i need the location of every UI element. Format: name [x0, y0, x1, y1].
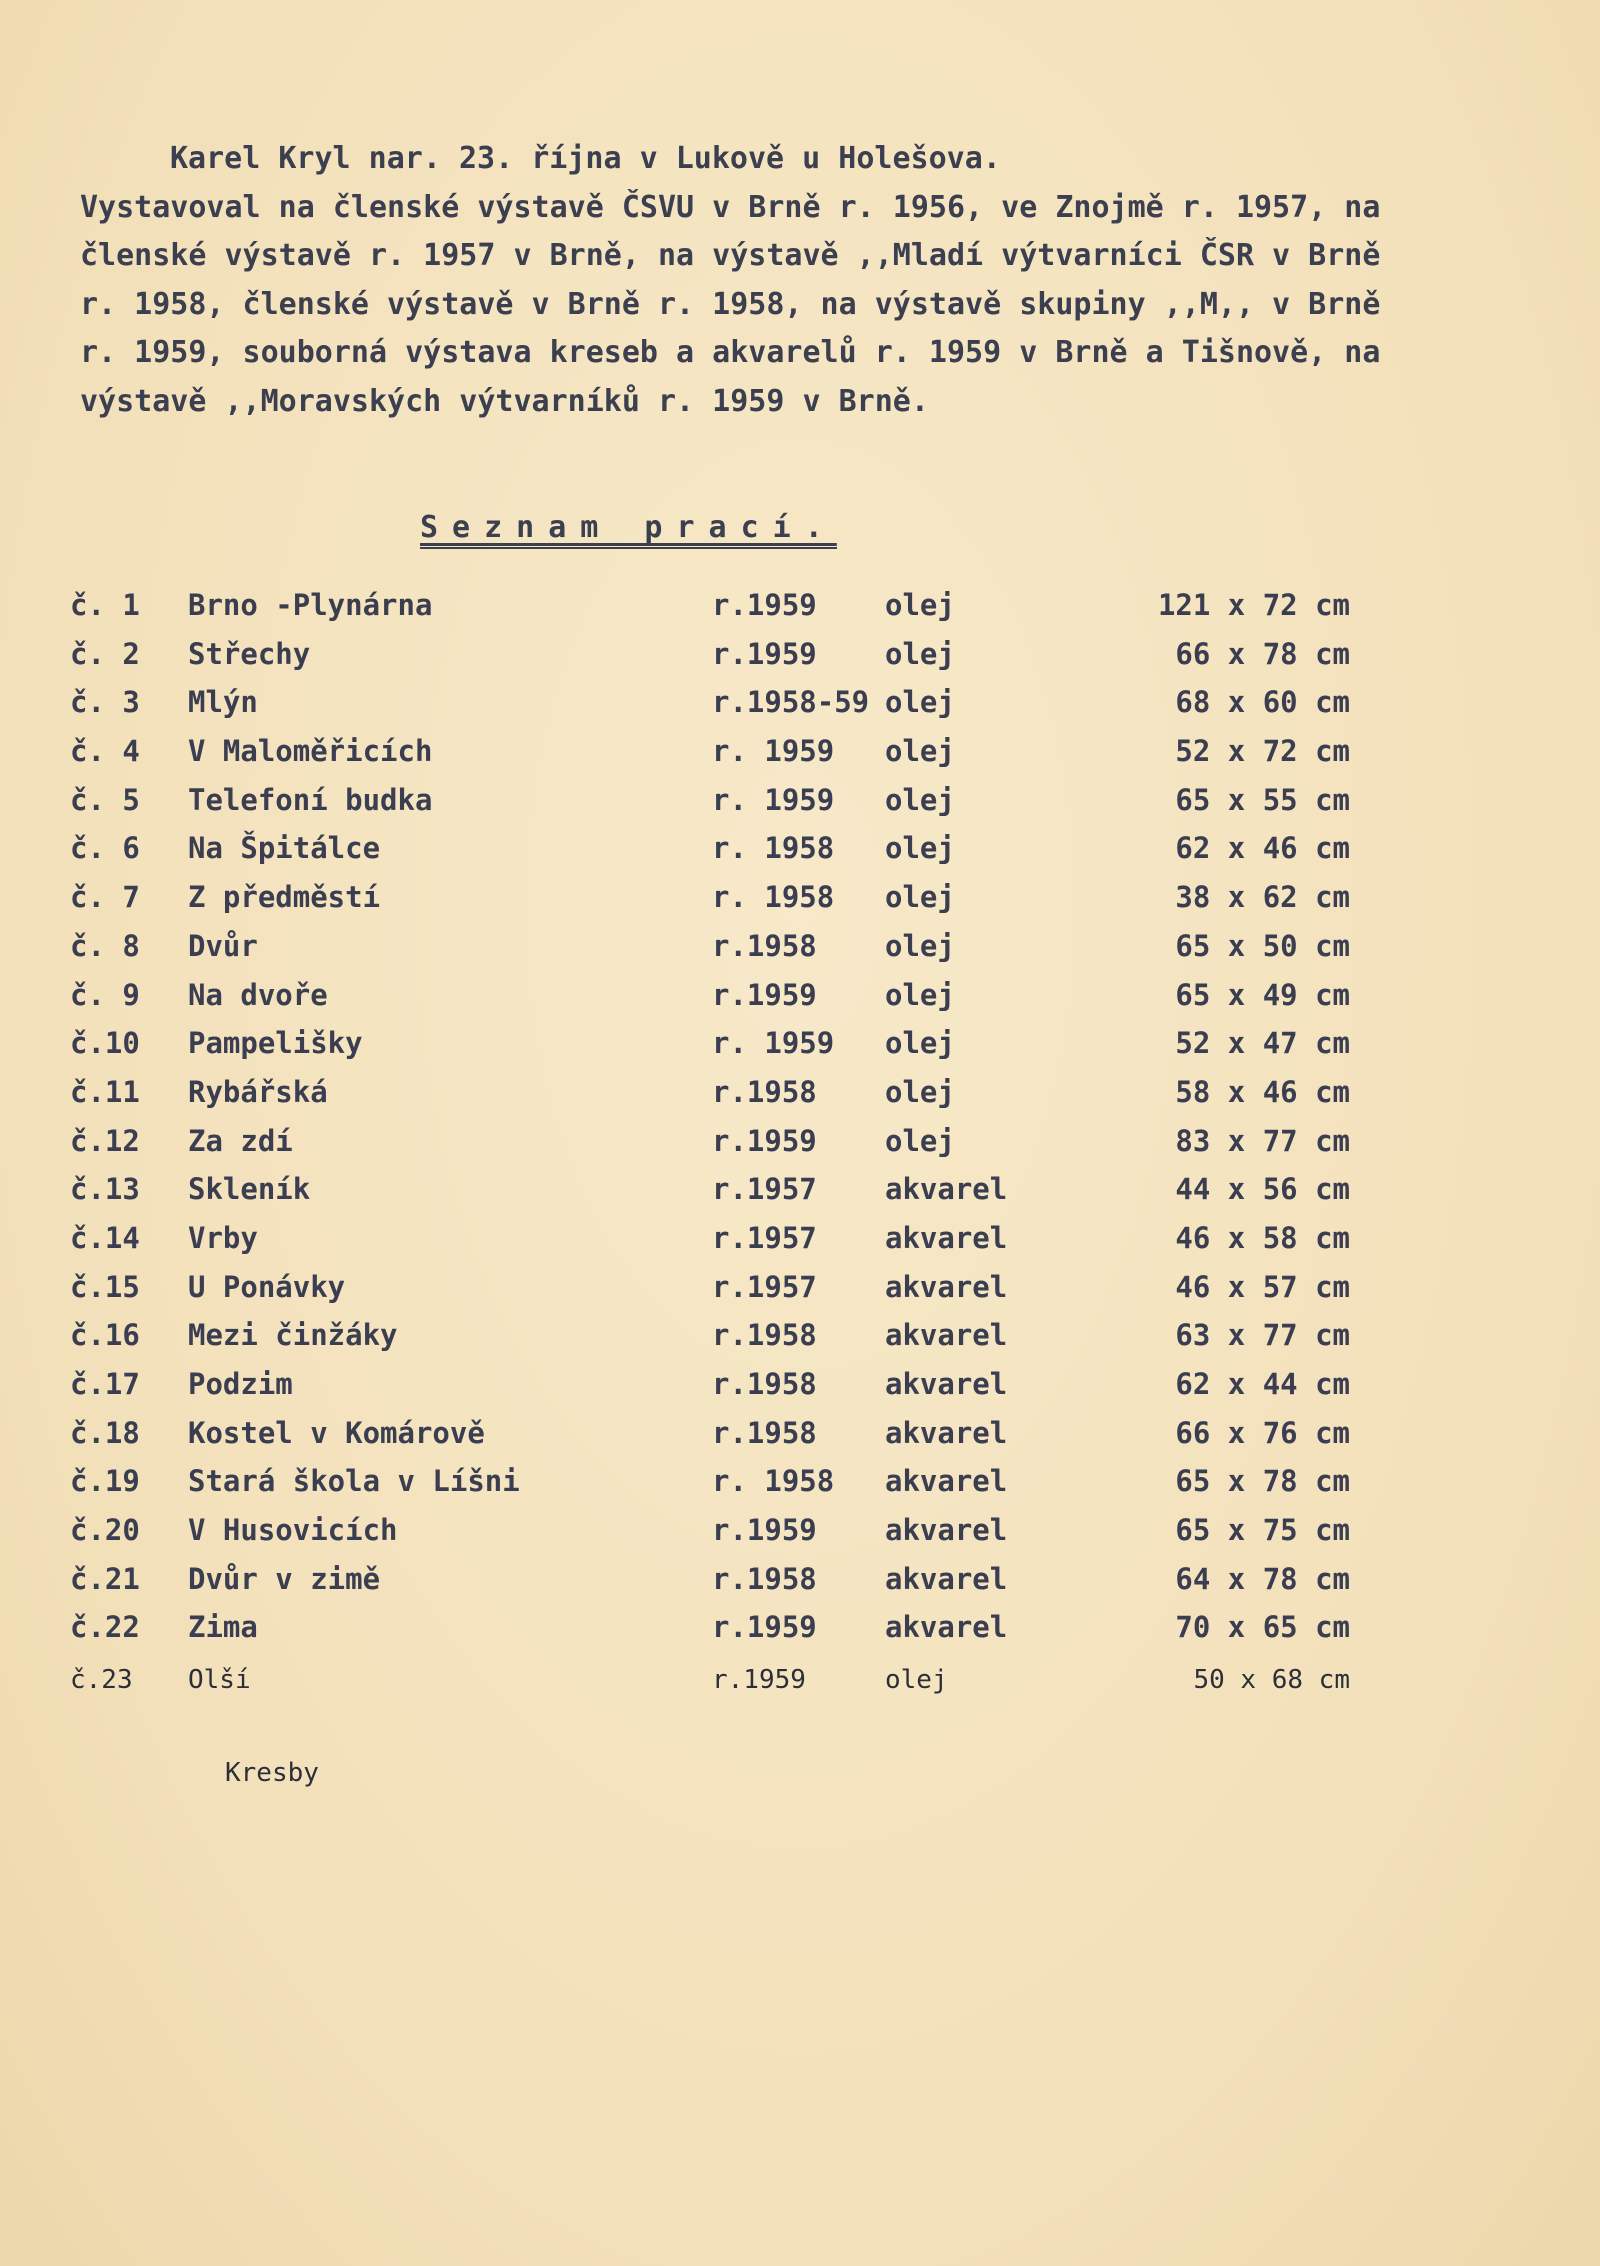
work-year: r. 1958 [712, 831, 835, 866]
work-year: r.1959 [712, 977, 817, 1012]
work-size: 64 x 78 cm [1175, 1561, 1350, 1596]
work-year: r.1958 [712, 1561, 817, 1596]
work-technique: olej [885, 588, 955, 622]
work-number: č.11 [70, 1074, 140, 1109]
work-size: 121 x 72 cm [1157, 588, 1350, 622]
table-row [70, 637, 1370, 686]
work-year: r.1958 [712, 1074, 817, 1109]
work-title: Skleník [188, 1172, 311, 1207]
work-size: 38 x 62 cm [1175, 880, 1350, 915]
work-size: 52 x 72 cm [1175, 734, 1350, 769]
work-technique: olej [885, 1665, 948, 1696]
work-year: r.1958-59 [712, 685, 870, 720]
work-technique: olej [885, 831, 955, 866]
work-number: č. 6 [70, 831, 140, 866]
work-size: 65 x 49 cm [1175, 977, 1350, 1012]
table-row [70, 1416, 1370, 1465]
intro-line: členské výstavě r. 1957 v Brně, na výstavě ,,Mladí výtvarníci ČSR v Brně [80, 238, 1381, 273]
work-title: V Husovicích [188, 1513, 398, 1548]
work-title: Z předměstí [188, 880, 381, 915]
work-title: Rybářská [188, 1074, 328, 1109]
work-size: 66 x 78 cm [1175, 636, 1350, 671]
work-number: č.19 [70, 1464, 140, 1499]
table-row [70, 1172, 1370, 1221]
table-row [70, 1610, 1370, 1659]
intro-paragraph [80, 135, 1500, 426]
work-technique: akvarel [885, 1269, 1008, 1304]
work-number: č. 1 [70, 588, 140, 622]
work-year: r. 1958 [712, 880, 835, 915]
table-row [70, 1367, 1370, 1416]
work-technique: olej [885, 782, 955, 817]
table-row [70, 1124, 1370, 1173]
work-number: č.21 [70, 1561, 140, 1596]
work-technique: olej [885, 734, 955, 769]
work-technique: olej [885, 685, 955, 720]
table-row [70, 831, 1370, 880]
table-row [70, 1221, 1370, 1270]
work-year: r.1959 [712, 1665, 806, 1696]
table-row [70, 1318, 1370, 1367]
work-number: č. 2 [70, 636, 140, 671]
work-size: 44 x 56 cm [1175, 1172, 1350, 1207]
work-size: 65 x 78 cm [1175, 1464, 1350, 1499]
work-year: r.1957 [712, 1269, 817, 1304]
work-size: 66 x 76 cm [1175, 1415, 1350, 1450]
table-row [70, 1464, 1370, 1513]
work-title: Pampelišky [188, 1026, 363, 1061]
work-title: Zima [188, 1610, 258, 1645]
work-size: 52 x 47 cm [1175, 1026, 1350, 1061]
work-technique: akvarel [885, 1561, 1008, 1596]
work-technique: akvarel [885, 1220, 1008, 1255]
table-row [70, 588, 1370, 637]
work-year: r.1958 [712, 1318, 817, 1353]
work-technique: olej [885, 880, 955, 915]
intro-line: výstavě ,,Moravských výtvarníků r. 1959 v Brně. [80, 383, 929, 419]
work-title: Za zdí [188, 1123, 293, 1158]
table-row [70, 1665, 1370, 1714]
table-row [70, 929, 1370, 978]
work-number: č.15 [70, 1269, 140, 1304]
work-number: č.16 [70, 1318, 140, 1353]
table-row [70, 880, 1370, 929]
work-year: r.1958 [712, 928, 817, 963]
work-technique: olej [885, 928, 955, 963]
work-size: 62 x 46 cm [1175, 831, 1350, 866]
work-size: 70 x 65 cm [1175, 1610, 1350, 1645]
work-year: r.1959 [712, 588, 817, 622]
work-year: r.1957 [712, 1220, 817, 1255]
table-row [70, 1026, 1370, 1075]
work-technique: akvarel [885, 1464, 1008, 1499]
work-technique: olej [885, 1026, 955, 1061]
work-title: Střechy [188, 636, 311, 671]
work-number: č.12 [70, 1123, 140, 1158]
intro-line: Karel Kryl nar. 23. října v Lukově u Holešova. [170, 141, 1001, 176]
work-year: r. 1958 [712, 1464, 835, 1499]
work-number: č.10 [70, 1026, 140, 1061]
work-title: Na Špitálce [188, 831, 381, 866]
work-technique: akvarel [885, 1318, 1008, 1353]
work-year: r. 1959 [712, 1026, 835, 1061]
work-title: V Maloměřicích [188, 734, 433, 769]
work-title: Dvůr [188, 928, 258, 963]
work-size: 58 x 46 cm [1175, 1074, 1350, 1109]
work-year: r.1959 [712, 1610, 817, 1645]
work-title: U Ponávky [188, 1269, 346, 1304]
work-technique: olej [885, 636, 955, 671]
work-title: Podzim [188, 1367, 293, 1401]
work-size: 65 x 50 cm [1175, 928, 1350, 963]
work-title: Stará škola v Líšni [188, 1464, 520, 1499]
intro-line: r. 1958, členské výstavě v Brně r. 1958, na výstavě skupiny ,,M,, v Brně [80, 286, 1381, 322]
work-year: r.1959 [712, 1123, 817, 1158]
work-size: 46 x 58 cm [1175, 1220, 1350, 1255]
work-technique: olej [885, 1123, 955, 1158]
work-size: 63 x 77 cm [1175, 1318, 1350, 1353]
work-number: č. 9 [70, 977, 140, 1012]
footer-label: Kresby [225, 1758, 319, 1788]
work-title: Brno -Plynárna [188, 588, 433, 622]
work-technique: olej [885, 977, 955, 1012]
work-title: Mlýn [188, 685, 258, 720]
work-number: č.23 [70, 1665, 133, 1696]
work-technique: akvarel [885, 1367, 1008, 1401]
list-heading: Seznam prací. [420, 510, 837, 549]
work-number: č.14 [70, 1220, 140, 1255]
work-title: Mezi činžáky [188, 1318, 398, 1353]
work-title: Dvůr v zimě [188, 1561, 381, 1596]
work-size: 65 x 75 cm [1175, 1513, 1350, 1548]
table-row [70, 783, 1370, 832]
work-year: r.1958 [712, 1367, 817, 1401]
table-row [70, 1270, 1370, 1319]
table-row [70, 734, 1370, 783]
work-number: č. 7 [70, 880, 140, 915]
work-number: č.13 [70, 1172, 140, 1207]
work-number: č. 3 [70, 685, 140, 720]
work-size: 50 x 68 cm [1193, 1665, 1350, 1696]
work-technique: akvarel [885, 1172, 1008, 1207]
work-year: r.1958 [712, 1415, 817, 1450]
intro-line: Vystavoval na členské výstavě ČSVU v Brně r. 1956, ve Znojmě r. 1957, na [80, 189, 1381, 225]
work-title: Vrby [188, 1220, 258, 1255]
work-number: č. 5 [70, 782, 140, 817]
work-number: č. 8 [70, 928, 140, 963]
work-number: č. 4 [70, 734, 140, 769]
work-size: 68 x 60 cm [1175, 685, 1350, 720]
work-number: č.18 [70, 1415, 140, 1450]
work-size: 62 x 44 cm [1175, 1367, 1350, 1401]
table-row [70, 978, 1370, 1027]
work-year: r.1959 [712, 636, 817, 671]
table-row [70, 1075, 1370, 1124]
work-title: Olší [188, 1665, 251, 1696]
work-number: č.22 [70, 1610, 140, 1645]
work-year: r. 1959 [712, 782, 835, 817]
table-row [70, 1562, 1370, 1611]
work-year: r.1957 [712, 1172, 817, 1207]
work-technique: akvarel [885, 1415, 1008, 1450]
work-size: 65 x 55 cm [1175, 782, 1350, 817]
works-list [70, 588, 1370, 1714]
work-title: Telefoní budka [188, 782, 433, 817]
work-technique: akvarel [885, 1610, 1008, 1645]
work-technique: olej [885, 1074, 955, 1109]
work-title: Kostel v Komárově [188, 1415, 485, 1450]
work-number: č.20 [70, 1513, 140, 1548]
work-number: č.17 [70, 1367, 140, 1401]
work-size: 46 x 57 cm [1175, 1269, 1350, 1304]
work-technique: akvarel [885, 1513, 1008, 1548]
intro-line: r. 1959, souborná výstava kreseb a akvarelů r. 1959 v Brně a Tišnově, na [80, 335, 1381, 370]
table-row [70, 1513, 1370, 1562]
work-year: r.1959 [712, 1513, 817, 1548]
work-year: r. 1959 [712, 734, 835, 769]
work-title: Na dvoře [188, 977, 328, 1012]
table-row [70, 685, 1370, 734]
work-size: 83 x 77 cm [1175, 1123, 1350, 1158]
